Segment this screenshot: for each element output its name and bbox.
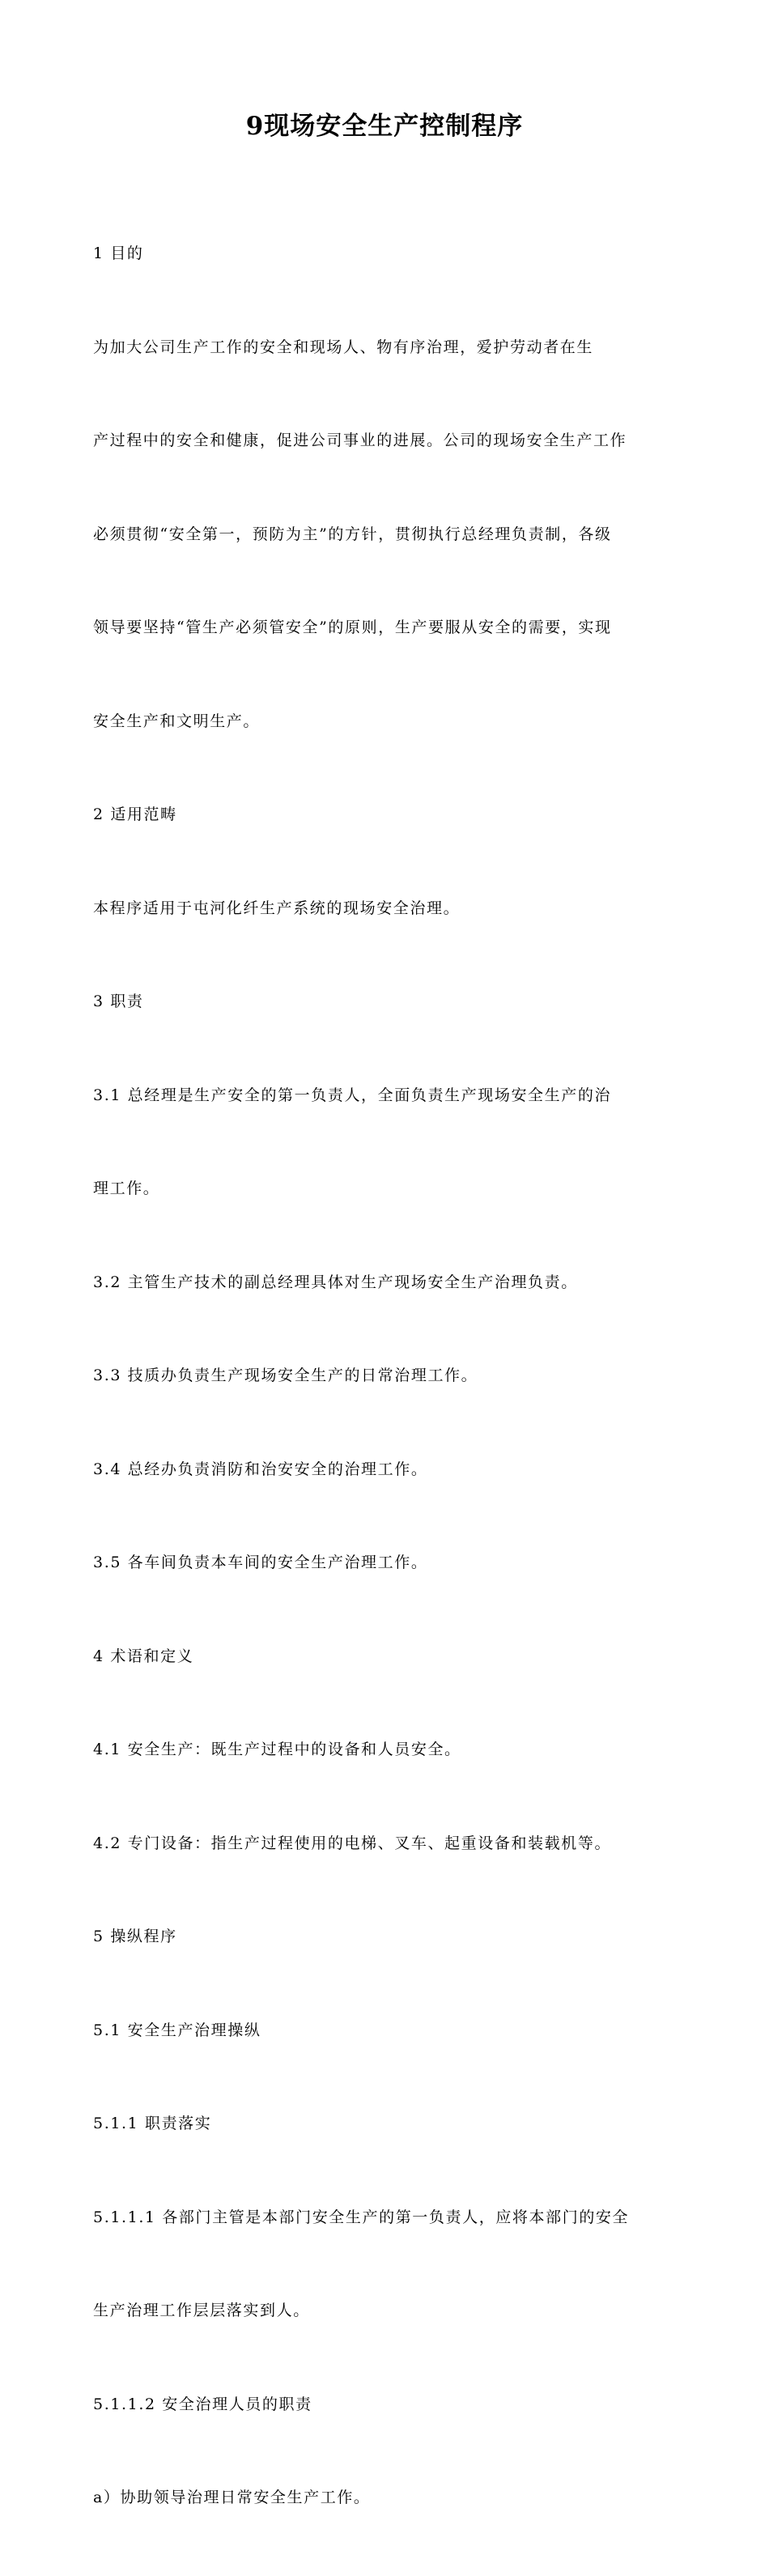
- body-line: 4.1 安全生产：既生产过程中的设备和人员安全。: [93, 1741, 461, 1758]
- document-title: 9现场安全生产控制程序: [245, 112, 524, 141]
- body-line: 5.1.1.1 各部门主管是本部门安全生产的第一负责人，应将本部门的安全: [93, 2208, 630, 2226]
- body-line: 安全生产和文明生产。: [93, 712, 261, 730]
- body-line: 3.5 各车间负责本车间的安全生产治理工作。: [93, 1554, 428, 1571]
- body-line: 5.1 安全生产治理操纵: [93, 2021, 261, 2039]
- body-line: 本程序适用于屯河化纤生产系统的现场安全治理。: [93, 899, 461, 917]
- body-line: 3.4 总经办负责消防和治安安全的治理工作。: [93, 1460, 428, 1478]
- body-line: 3 职责: [93, 993, 144, 1010]
- body-line: 5 操纵程序: [93, 1928, 177, 1945]
- body-line: 3.1 总经理是生产安全的第一负责人，全面负责生产现场安全生产的治: [93, 1086, 612, 1104]
- body-line: 4.2 专门设备：指生产过程使用的电梯、叉车、起重设备和装载机等。: [93, 1834, 612, 1852]
- body-line: 5.1.1 职责落实: [93, 2115, 212, 2132]
- body-line: 必须贯彻“安全第一，预防为主”的方针，贯彻执行总经理负责制，各级: [93, 525, 612, 543]
- body-line: 3.3 技质办负责生产现场安全生产的日常治理工作。: [93, 1367, 478, 1384]
- body-line: 理工作。: [93, 1180, 160, 1197]
- body-line: 1 目的: [93, 244, 144, 262]
- body-line: 5.1.1.2 安全治理人员的职责: [93, 2395, 312, 2413]
- body-line: 3.2 主管生产技术的副总经理具体对生产现场安全生产治理负责。: [93, 1273, 578, 1291]
- body-line: 4 术语和定义: [93, 1647, 194, 1665]
- body-line: 产过程中的安全和健康，促进公司事业的进展。公司的现场安全生产工作: [93, 431, 627, 449]
- body-line: 领导要坚持“管生产必须管安全”的原则，生产要服从安全的需要，实现: [93, 618, 612, 636]
- body-line: 为加大公司生产工作的安全和现场人、物有序治理，爱护劳动者在生: [93, 338, 594, 356]
- body-line: 生产治理工作层层落实到人。: [93, 2302, 310, 2319]
- body-line: a）协助领导治理日常安全生产工作。: [93, 2489, 371, 2506]
- document-body: [93, 176, 676, 2576]
- body-line: 2 适用范畴: [93, 806, 177, 823]
